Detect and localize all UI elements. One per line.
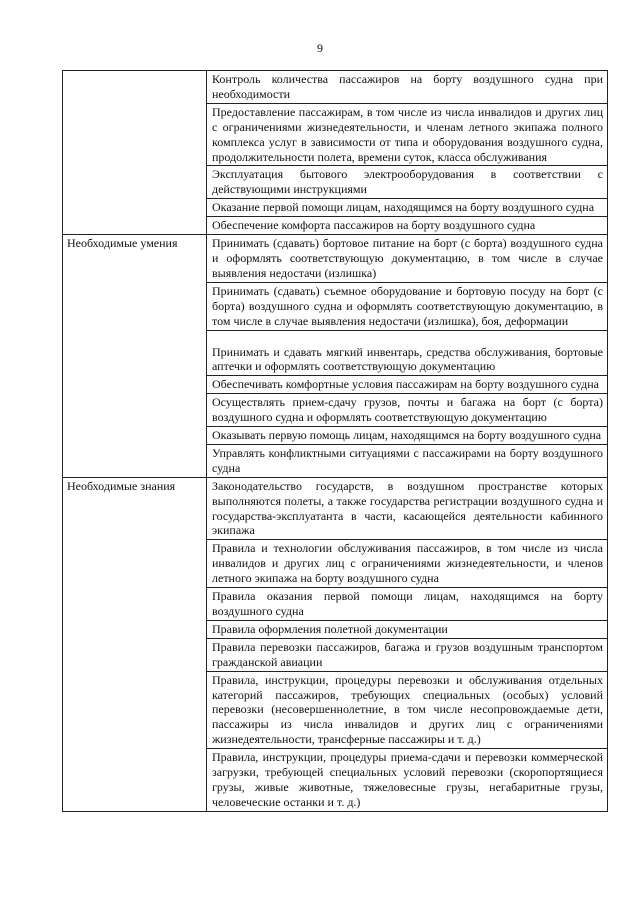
row-items: [207, 71, 608, 235]
list-item: Правила оформления полетной документации: [207, 621, 607, 639]
row-label: [63, 71, 207, 235]
list-item: Управлять конфликтными ситуациями с пассажирами на борту воздушного судна: [212, 445, 603, 475]
table-row: [63, 71, 608, 235]
page-number: 9: [317, 41, 323, 55]
list-item: Правила оказания первой помощи лицам, находящимся на борту воздушного судна: [207, 588, 607, 621]
list-item: Правила и технологии обслуживания пассажиров, в том числе из числа инвалидов и других лиц с ограничениями жизнедеятельности, и членов летного экипажа на борту воздушного судна: [207, 540, 607, 588]
list-item: Осуществлять прием-сдачу грузов, почты и багажа на борт (с борта) воздушного судна и оформлять соответствующую документацию: [207, 394, 607, 427]
requirements-table: [62, 70, 608, 812]
list-item: Обеспечение комфорта пассажиров на борту воздушного судна: [212, 218, 536, 233]
row-label: Необходимые умения: [63, 235, 207, 478]
list-item: Правила, инструкции, процедуры перевозки и обслуживания отдельных категорий пассажиров, требующих специальных (особых) условий перевозки (несовершеннолетние, в том числе несопровождаемые дети, пассажиры из числа инвалидов и других лиц с ограничениями жизнедеятельности, трансферные пассажиры и т. д.): [207, 672, 607, 750]
list-item: Правила перевозки пассажиров, багажа и грузов воздушным транспортом гражданской авиации: [207, 639, 607, 672]
list-item: Контроль количества пассажиров на борту воздушного судна при необходимости: [207, 71, 607, 104]
list-item: Законодательство государств, в воздушном пространстве которых выполняются полеты, а также государства регистрации воздушного судна и государства-эксплуатанта в части, касающейся деятельности кабинного экипажа: [207, 478, 607, 541]
list-item: Принимать и сдавать мягкий инвентарь, средства обслуживания, бортовые аптечки и оформлять соответствующую документацию: [207, 331, 607, 377]
list-item: Предоставление пассажирам, в том числе из числа инвалидов и других лиц с ограничениями жизнедеятельности, и членам летного экипажа полного комплекса услуг в зависимости от типа и оборудования воздушного судна, продолжительности полета, времени суток, класса обслуживания: [207, 104, 607, 167]
list-item: Правила, инструкции, процедуры приема-сдачи и перевозки коммерческой загрузки, требующей специальных условий перевозки (скоропортящиеся грузы, живые животные, тяжеловесные грузы, негабаритные грузы, человеческие останки и т. д.): [212, 750, 603, 809]
row-label: Необходимые знания: [63, 477, 207, 811]
list-item: Принимать (сдавать) бортовое питание на борт (с борта) воздушного судна и оформлять соответствующую документацию, в том числе в случае выявления недостачи (излишка): [207, 235, 607, 283]
row-items: [207, 477, 608, 811]
list-item: Обеспечивать комфортные условия пассажирам на борту воздушного судна: [207, 376, 607, 394]
table-row: [63, 235, 608, 478]
list-item: Оказание первой помощи лицам, находящимся на борту воздушного судна: [207, 199, 607, 217]
row-items: [207, 235, 608, 478]
table-row: [63, 477, 608, 811]
list-item: Принимать (сдавать) съемное оборудование и бортовую посуду на борт (с борта) воздушного судна и оформлять соответствующую документацию, в том числе в случае выявления недостачи (излишка), боя, деформации: [207, 283, 607, 331]
list-item: Оказывать первую помощь лицам, находящимся на борту воздушного судна: [207, 427, 607, 445]
list-item: Эксплуатация бытового электрооборудования в соответствии с действующими инструкциями: [207, 166, 607, 199]
